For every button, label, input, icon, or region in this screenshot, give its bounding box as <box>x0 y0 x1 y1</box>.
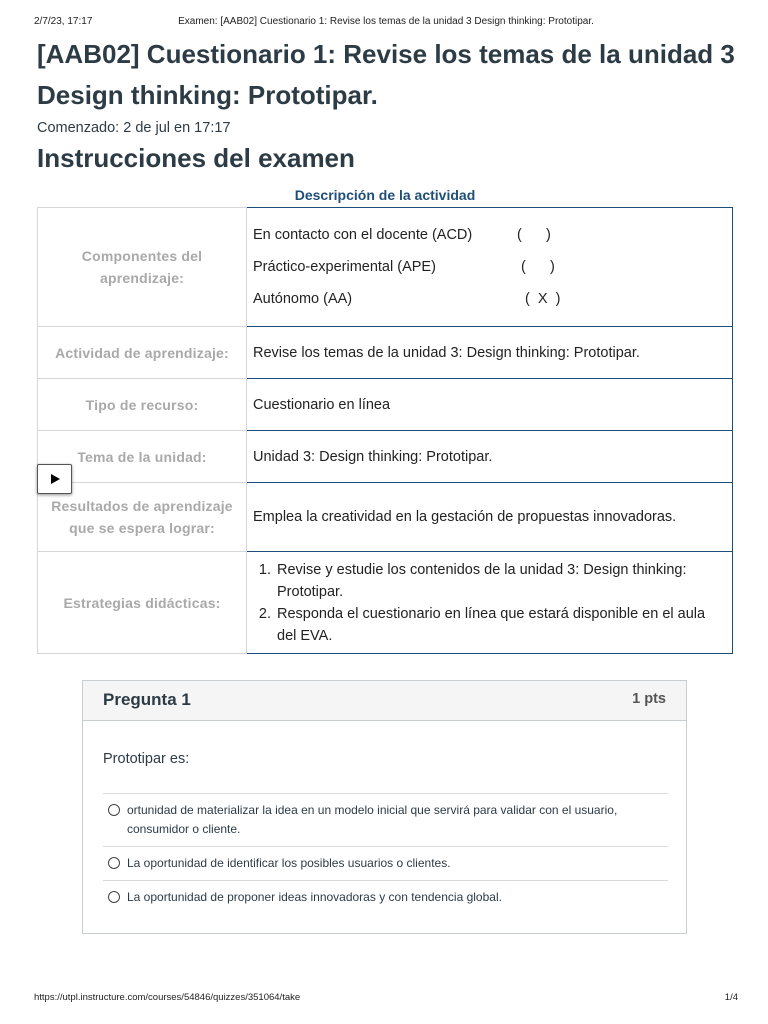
topic-value: Unidad 3: Design thinking: Prototipar. <box>247 431 733 483</box>
play-icon <box>49 473 61 485</box>
components-label: Componentes del aprendizaje: <box>38 208 247 327</box>
table-row <box>38 431 733 483</box>
answer-option[interactable] <box>103 846 668 880</box>
component-mark: ( ) <box>517 227 551 243</box>
component-ape <box>253 251 726 283</box>
activity-table-caption: Descripción de la actividad <box>294 187 476 203</box>
activity-label: Actividad de aprendizaje: <box>38 327 247 379</box>
print-datetime: 2/7/23, 17:17 <box>34 16 93 27</box>
strategy-text: Responda el cuestionario en línea que estará disponible en el aula del EVA. <box>277 605 706 644</box>
radio-button[interactable] <box>108 891 120 903</box>
strategy-text: Revise y estudie los contenidos de la unidad 3: Design thinking: Prototipar. <box>277 561 687 600</box>
topic-label: Tema de la unidad: <box>38 431 247 483</box>
question-name: Pregunta 1 <box>103 690 191 709</box>
answer-list <box>103 793 668 914</box>
strategies-list <box>253 559 726 647</box>
component-aa <box>253 283 726 315</box>
component-mark: ( X ) <box>525 291 561 307</box>
question-prompt: Prototipar es: <box>103 751 190 767</box>
question-header <box>83 681 686 721</box>
print-footer <box>34 992 738 1004</box>
component-acd <box>253 219 726 251</box>
answer-text: La oportunidad de proponer ideas innovadoras y con tendencia global. <box>127 890 502 904</box>
table-row <box>38 552 733 654</box>
question-card <box>82 680 687 934</box>
answer-text: ortunidad de materializar la idea en un modelo inicial que servirá para validar con el usuario, consumidor o cliente. <box>127 803 618 836</box>
activity-value: Revise los temas de la unidad 3: Design thinking: Prototipar. <box>247 327 733 379</box>
answer-option[interactable] <box>103 880 668 914</box>
radio-button[interactable] <box>108 857 120 869</box>
component-name: Autónomo (AA) <box>253 291 353 307</box>
print-header <box>34 16 738 30</box>
resource-label: Tipo de recurso: <box>38 379 247 431</box>
strategies-label: Estrategias didácticas: <box>38 552 247 654</box>
table-row <box>38 327 733 379</box>
table-row <box>38 379 733 431</box>
table-row <box>38 208 733 327</box>
quiz-title: [AAB02] Cuestionario 1: Revise los temas de la unidad 3 Design thinking: Prototipar. <box>37 39 735 110</box>
component-mark: ( ) <box>521 259 555 275</box>
instructions-heading: Instrucciones del examen <box>37 143 355 173</box>
table-row <box>38 483 733 552</box>
list-item <box>253 603 726 647</box>
page-number: 1/4 <box>724 992 738 1003</box>
strategies-cell <box>247 552 733 654</box>
list-number: 1. <box>258 561 271 578</box>
resource-value: Cuestionario en línea <box>247 379 733 431</box>
quiz-started-time: Comenzado: 2 de jul en 17:17 <box>37 120 231 136</box>
print-page-title: Examen: [AAB02] Cuestionario 1: Revise los temas de la unidad 3 Design thinking: Prototipar. <box>178 16 594 27</box>
answer-option[interactable] <box>103 793 668 846</box>
activity-description-table <box>37 207 733 654</box>
results-value: Emplea la creatividad en la gestación de propuestas innovadoras. <box>247 483 733 552</box>
component-name: Práctico-experimental (APE) <box>253 259 436 275</box>
components-cell <box>247 208 733 327</box>
list-number: 2. <box>258 605 271 622</box>
media-play-button[interactable] <box>37 464 72 494</box>
answer-text: La oportunidad de identificar los posibles usuarios o clientes. <box>127 856 451 870</box>
page-url: https://utpl.instructure.com/courses/54846/quizzes/351064/take <box>34 992 301 1003</box>
list-item <box>253 559 726 603</box>
question-points: 1 pts <box>632 691 666 707</box>
component-name: En contacto con el docente (ACD) <box>253 227 473 243</box>
radio-button[interactable] <box>108 804 120 816</box>
results-label: Resultados de aprendizaje que se espera lograr: <box>38 483 247 552</box>
